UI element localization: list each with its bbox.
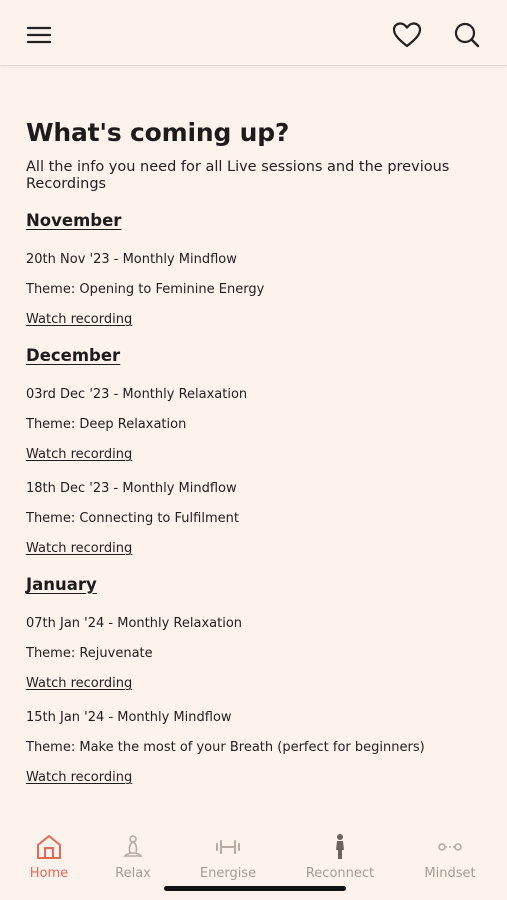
watch-recording-link[interactable]: Watch recording <box>26 312 133 327</box>
tab-label: Relax <box>115 866 151 881</box>
session-item <box>26 252 486 328</box>
tab-label: Mindset <box>424 866 476 881</box>
connected-dots-icon <box>435 832 465 862</box>
tab-label: Reconnect <box>305 866 375 881</box>
month-title: January <box>26 575 97 594</box>
home-indicator <box>164 886 346 891</box>
tab-label: Home <box>29 866 69 881</box>
tab-home[interactable] <box>4 832 94 881</box>
watch-recording-link[interactable]: Watch recording <box>26 541 133 556</box>
session-item <box>26 710 486 786</box>
session-theme: Theme: Connecting to Fulfilment <box>26 511 239 526</box>
month-title: November <box>26 211 122 230</box>
tab-label: Energise <box>199 866 257 881</box>
session-theme: Theme: Deep Relaxation <box>26 417 187 432</box>
top-bar <box>0 0 507 66</box>
month-section-november <box>26 211 486 328</box>
month-section-january <box>26 575 486 786</box>
session-item <box>26 387 486 463</box>
heart-icon[interactable] <box>392 20 422 50</box>
session-item <box>26 616 486 692</box>
watch-recording-link[interactable]: Watch recording <box>26 770 133 785</box>
main-content <box>26 118 486 786</box>
dumbbell-icon <box>213 832 243 862</box>
watch-recording-link[interactable]: Watch recording <box>26 447 133 462</box>
tab-mindset[interactable] <box>405 832 495 881</box>
session-title: 03rd Dec '23 - Monthly Relaxation <box>26 387 248 402</box>
month-section-december <box>26 346 486 557</box>
page-title: What's coming up? <box>26 118 290 147</box>
search-icon[interactable] <box>452 20 482 50</box>
meditation-icon <box>118 832 148 862</box>
watch-recording-link[interactable]: Watch recording <box>26 676 133 691</box>
body-figure-icon <box>325 832 355 862</box>
session-item <box>26 481 486 557</box>
home-icon <box>34 832 64 862</box>
month-title: December <box>26 346 121 365</box>
session-title: 20th Nov '23 - Monthly Mindflow <box>26 252 237 267</box>
hamburger-menu-icon[interactable] <box>24 20 54 50</box>
session-theme: Theme: Make the most of your Breath (perfect for beginners) <box>26 740 425 755</box>
tab-relax[interactable] <box>88 832 178 881</box>
session-theme: Theme: Rejuvenate <box>26 646 153 661</box>
session-title: 15th Jan '24 - Monthly Mindflow <box>26 710 232 725</box>
page-subtitle: All the info you need for all Live sessions and the previous Recordings <box>26 159 450 192</box>
session-title: 18th Dec '23 - Monthly Mindflow <box>26 481 237 496</box>
tab-reconnect[interactable] <box>295 832 385 881</box>
session-theme: Theme: Opening to Feminine Energy <box>26 282 265 297</box>
tab-energise[interactable] <box>183 832 273 881</box>
session-title: 07th Jan '24 - Monthly Relaxation <box>26 616 243 631</box>
